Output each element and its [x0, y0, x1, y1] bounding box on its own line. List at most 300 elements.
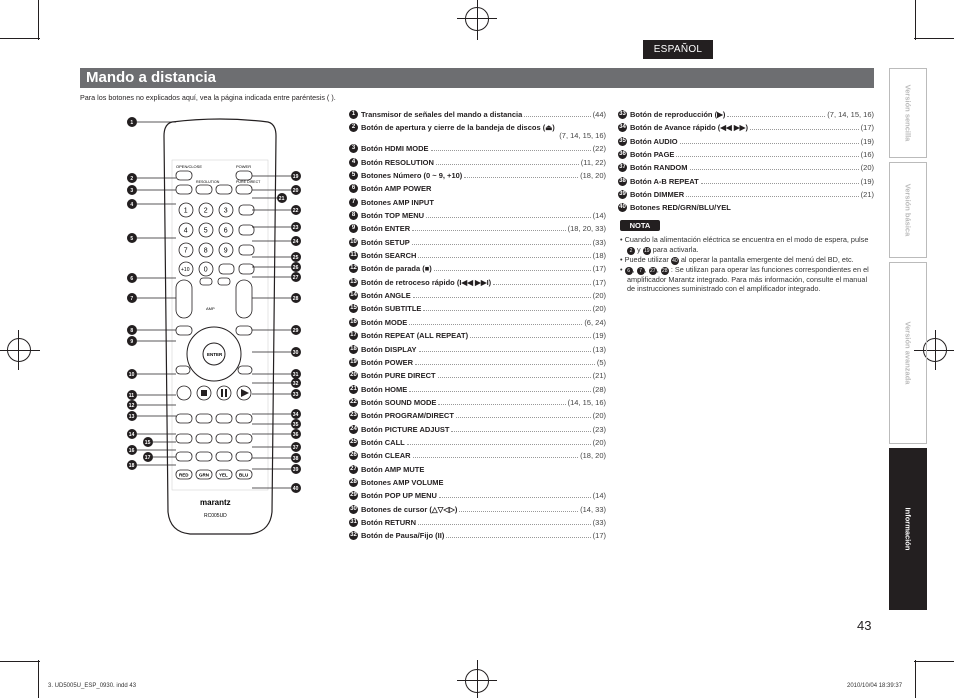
dot-leader — [438, 398, 565, 405]
list-item — [349, 278, 606, 291]
callout-label: 33 — [292, 392, 299, 398]
function-button[interactable] — [216, 414, 232, 423]
item-number: 29 — [350, 492, 357, 499]
sidebar-tab-version-basica[interactable] — [889, 162, 927, 258]
item-label: Botón RANDOM — [630, 163, 688, 173]
sidebar-tab-informacion[interactable] — [889, 448, 927, 610]
model-name: RC005UD — [204, 513, 227, 519]
digit-label: 4 — [183, 227, 188, 235]
item-page-ref: (19) — [592, 331, 606, 341]
item-number: 28 — [350, 478, 357, 485]
item-label: Botón de Pausa/Fijo (II) — [361, 531, 445, 541]
function-button[interactable] — [196, 434, 212, 443]
list-item — [618, 203, 874, 216]
item-page-ref: (17) — [592, 531, 606, 541]
item-number: 27 — [350, 465, 357, 472]
list-item — [349, 465, 606, 478]
language-tab: ESPAÑOL — [643, 40, 713, 59]
item-label: Botón de reproducción (▶) — [630, 110, 726, 119]
list-item — [349, 425, 606, 438]
pause-icon — [225, 389, 227, 397]
callout-label: 5 — [130, 236, 134, 242]
callout-label: 7 — [130, 296, 134, 302]
ref-number: 7 — [637, 267, 645, 275]
dot-leader — [446, 531, 590, 538]
callout-label: 38 — [292, 456, 299, 462]
item-label: Botón A-B REPEAT — [630, 176, 699, 186]
list-item — [618, 110, 874, 123]
item-label: Botones RED/GRN/BLU/YEL — [630, 203, 731, 213]
callout-label: 9 — [130, 339, 134, 345]
function-button[interactable] — [239, 264, 254, 274]
ref-number: 40 — [672, 257, 678, 264]
item-page-ref: (14, 33) — [580, 504, 606, 514]
dot-leader — [680, 137, 859, 144]
page-title: Mando a distancia — [86, 69, 217, 86]
item-label: Botón SEARCH — [361, 251, 417, 261]
item-label: Botón PROGRAM/DIRECT — [361, 411, 454, 421]
item-page-ref: (18, 20) — [580, 451, 606, 461]
item-page-ref: (33) — [592, 237, 606, 247]
item-page-ref: (20) — [592, 304, 606, 314]
amp-mute-button[interactable] — [218, 278, 230, 285]
item-number: 3 — [349, 144, 358, 153]
red-label: RED — [179, 472, 189, 478]
item-label: Botón ENTER — [361, 224, 411, 234]
dot-leader — [727, 110, 825, 117]
item-page-ref: (44) — [592, 110, 606, 119]
dot-leader — [409, 385, 590, 392]
crop-mark — [38, 0, 39, 40]
amp-label: AMP — [206, 306, 215, 311]
item-number: 10 — [350, 238, 357, 245]
callout-label: 15 — [144, 440, 151, 446]
function-button[interactable] — [239, 225, 254, 235]
notes-block — [620, 235, 875, 294]
list-item — [349, 518, 606, 531]
power-button[interactable] — [236, 171, 252, 180]
item-number: 38 — [619, 177, 626, 184]
callout-label: 27 — [292, 275, 299, 281]
list-item — [349, 371, 606, 384]
item-label: Botón de Avance rápido (◀◀ ▶▶) — [630, 123, 748, 133]
dot-leader — [456, 411, 591, 418]
crop-mark — [915, 660, 916, 698]
item-number: 22 — [350, 398, 357, 405]
item-number: 6 — [349, 184, 358, 193]
dot-leader — [418, 251, 590, 258]
list-item — [349, 171, 606, 184]
list-item — [349, 318, 606, 331]
item-number: 11 — [350, 252, 357, 259]
list-item — [349, 438, 606, 451]
resolution-button[interactable] — [196, 185, 212, 194]
item-label: Botón SOUND MODE — [361, 397, 437, 407]
item-label: Botón HDMI MODE — [361, 144, 429, 154]
ref-number: 2 — [627, 247, 635, 255]
dot-leader — [470, 331, 591, 338]
dot-leader — [459, 505, 578, 512]
callout-label: 28 — [292, 296, 299, 302]
digit-label: 8 — [203, 247, 208, 255]
item-number: 23 — [350, 412, 357, 419]
sidebar-tab-label: Versión sencilla — [903, 84, 913, 142]
dot-leader — [438, 371, 591, 378]
item-label: Botón MODE — [361, 317, 408, 327]
callout-label: 24 — [292, 239, 299, 245]
function-button[interactable] — [196, 452, 212, 461]
item-number: 35 — [619, 137, 626, 144]
item-label: Botón TOP MENU — [361, 211, 425, 221]
item-number: 32 — [350, 532, 357, 539]
callout-label: 10 — [128, 372, 135, 378]
note-item: • Puede utilizar 40 al operar la pantalla emergente del menú del BD, etc. — [620, 254, 854, 264]
function-button[interactable] — [216, 434, 232, 443]
item-label: Botón DIMMER — [630, 190, 685, 200]
item-page-ref: (18) — [592, 251, 606, 261]
ref-number: 6 — [625, 267, 633, 275]
function-button[interactable] — [176, 434, 192, 443]
item-page-ref: (7, 14, 15, 16) — [559, 131, 606, 141]
note-item: • Cuando la alimentación eléctrica se encuentra en el modo de espera, pulse 2 y 19 para activarla. — [620, 235, 869, 254]
list-item — [349, 478, 606, 491]
list-item — [349, 398, 606, 411]
setup-button[interactable] — [176, 366, 190, 374]
item-number: 37 — [619, 164, 626, 171]
list-item — [349, 144, 606, 157]
list-item — [349, 385, 606, 398]
list-item — [618, 163, 874, 176]
item-label: Botones AMP INPUT — [361, 197, 434, 207]
list-item — [349, 184, 606, 197]
ref-number: 19 — [643, 247, 650, 254]
digit-label: 3 — [223, 207, 228, 215]
dot-leader — [426, 211, 591, 218]
dot-leader — [423, 304, 590, 311]
item-label: Botón ANGLE — [361, 291, 411, 301]
sidebar-tab-version-avanzada[interactable] — [889, 262, 927, 444]
function-button[interactable] — [236, 434, 252, 443]
callout-label: 37 — [292, 445, 299, 451]
callout-label: 8 — [130, 328, 134, 334]
item-number: 2 — [349, 123, 358, 132]
pause-button[interactable] — [217, 386, 231, 400]
grn-label: GRN — [199, 472, 209, 478]
dot-leader — [409, 318, 582, 325]
item-label: Botón DISPLAY — [361, 344, 417, 354]
item-page-ref: (20) — [592, 437, 606, 447]
digit-label: 6 — [223, 227, 228, 235]
crop-mark — [0, 38, 40, 39]
item-number: 31 — [350, 518, 357, 525]
item-label: Botón PAGE — [630, 150, 675, 160]
item-number: 7 — [349, 198, 358, 207]
item-number: 14 — [350, 292, 357, 299]
dot-leader — [750, 123, 859, 130]
pop-up-menu-button[interactable] — [236, 326, 252, 335]
item-page-ref: (17) — [592, 264, 606, 274]
item-number: 12 — [350, 265, 357, 272]
list-item — [349, 238, 606, 251]
list-item — [618, 137, 874, 150]
function-button[interactable] — [239, 245, 254, 255]
item-page-ref: (23) — [592, 424, 606, 434]
item-label: Botón AMP POWER — [361, 184, 432, 194]
item-number: 40 — [619, 204, 626, 211]
item-label: Botón de parada (■) — [361, 264, 432, 274]
item-label: Botón PICTURE ADJUST — [361, 424, 450, 434]
item-label: Botón POWER — [361, 357, 414, 367]
dot-leader — [464, 171, 578, 178]
item-label: Botón SUBTITLE — [361, 304, 422, 314]
item-label: Botón POP UP MENU — [361, 491, 437, 501]
function-button[interactable] — [196, 414, 212, 423]
callout-label: 4 — [130, 202, 134, 208]
item-number: 1 — [349, 110, 358, 119]
home-button[interactable] — [216, 185, 232, 194]
list-item — [618, 177, 874, 190]
callout-label: 14 — [128, 432, 135, 438]
item-number: 19 — [350, 358, 357, 365]
sidebar-tab-label: Versión básica — [903, 183, 913, 237]
sidebar-tab-version-sencilla[interactable] — [889, 68, 927, 158]
dot-leader — [451, 425, 590, 432]
amp-volume-buttons[interactable] — [236, 280, 252, 318]
item-number: 34 — [619, 124, 626, 131]
item-list-col2 — [618, 110, 874, 217]
item-number: 17 — [350, 332, 357, 339]
dot-leader — [439, 491, 591, 498]
digit-label: 2 — [203, 207, 208, 215]
callout-label: 11 — [128, 393, 135, 399]
dot-leader — [524, 110, 590, 117]
dot-leader — [412, 224, 565, 231]
item-number: 36 — [619, 151, 626, 158]
item-label: Botón CALL — [361, 437, 405, 447]
callout-label: 20 — [292, 188, 299, 194]
callout-label: 16 — [128, 448, 135, 454]
dot-leader — [407, 438, 591, 445]
list-item — [349, 224, 606, 237]
item-label: Botones de cursor (△▽◁▷) — [361, 504, 458, 514]
item-list-col1 — [349, 110, 606, 545]
ref-number: 27 — [649, 267, 656, 274]
crop-mark — [915, 0, 916, 40]
item-page-ref: (14) — [592, 211, 606, 221]
plus10-label: +10 — [181, 267, 190, 273]
item-number: 33 — [619, 111, 626, 117]
crop-mark — [914, 661, 954, 662]
item-page-ref: (14) — [592, 491, 606, 501]
item-label: Botón REPEAT (ALL REPEAT) — [361, 331, 469, 341]
function-button[interactable] — [236, 414, 252, 423]
item-page-ref: (17) — [592, 277, 606, 287]
pause-icon — [221, 389, 223, 397]
list-item — [349, 331, 606, 344]
item-label: Botones Número (0 ~ 9, +10) — [361, 171, 463, 181]
list-item — [349, 251, 606, 264]
dot-leader — [418, 518, 591, 525]
item-number: 13 — [350, 278, 357, 285]
callout-label: 32 — [292, 381, 299, 387]
digit-label: 5 — [203, 227, 208, 235]
nota-badge: NOTA — [620, 220, 660, 231]
callout-label: 29 — [292, 328, 299, 334]
return-button[interactable] — [238, 366, 252, 374]
item-label: Botón CLEAR — [361, 451, 411, 461]
enter-label: ENTER — [207, 352, 223, 357]
hdmi-mode-button[interactable] — [176, 185, 192, 194]
open-close-button[interactable] — [176, 171, 192, 180]
callout-label: 18 — [128, 463, 135, 469]
callout-label: 2 — [130, 176, 134, 182]
function-button[interactable] — [176, 414, 192, 423]
amp-power-button[interactable] — [200, 278, 212, 285]
item-label: Botón de retroceso rápido (I◀◀ ▶▶I) — [361, 277, 492, 287]
item-page-ref: (21) — [860, 190, 874, 200]
item-label: Transmisor de señales del mando a distancia — [361, 110, 523, 119]
item-page-ref: (20) — [592, 411, 606, 421]
item-number: 24 — [350, 425, 357, 432]
sidebar-tab-label: Información — [903, 507, 913, 551]
dot-leader — [686, 190, 859, 197]
remote-control-illustration — [120, 112, 310, 542]
list-item — [349, 291, 606, 304]
dot-leader — [413, 291, 591, 298]
dot-leader — [415, 358, 595, 365]
brand-logo: marantz — [200, 498, 231, 507]
item-label: Botón RESOLUTION — [361, 157, 434, 167]
item-page-ref: (17) — [860, 123, 874, 133]
item-page-ref: (22) — [592, 144, 606, 154]
footer-date: 2010/10/04 18:39:37 — [847, 683, 903, 689]
item-page-ref: (33) — [592, 517, 606, 527]
item-page-ref: (13) — [592, 344, 606, 354]
item-page-ref: (18, 20) — [580, 171, 606, 181]
item-page-ref: (28) — [592, 384, 606, 394]
item-number: 5 — [349, 171, 358, 180]
item-number: 30 — [350, 505, 357, 512]
dot-leader — [690, 163, 859, 170]
callout-label: 34 — [292, 412, 299, 418]
list-item — [349, 345, 606, 358]
function-button[interactable] — [239, 205, 254, 215]
crop-mark — [0, 661, 40, 662]
list-item — [349, 110, 606, 123]
function-button[interactable] — [216, 452, 232, 461]
item-label: Botón AMP MUTE — [361, 464, 425, 474]
list-item — [349, 304, 606, 317]
dot-leader — [431, 144, 591, 151]
dot-leader — [493, 278, 590, 285]
item-page-ref: (20) — [860, 163, 874, 173]
item-number: 20 — [350, 372, 357, 379]
callout-label: 19 — [292, 174, 299, 180]
pure-direct-button[interactable] — [236, 185, 252, 194]
item-label: Botón AUDIO — [630, 136, 678, 146]
top-menu-button[interactable] — [176, 326, 192, 335]
item-number: 25 — [350, 438, 357, 445]
callout-label: 26 — [292, 265, 299, 271]
digit-label: 1 — [183, 207, 188, 215]
callout-label: 40 — [292, 486, 299, 492]
list-item — [349, 358, 606, 371]
digit-label: 9 — [223, 247, 228, 255]
item-page-ref: (19) — [860, 136, 874, 146]
item-page-ref: (6, 24) — [584, 317, 606, 327]
function-button[interactable] — [236, 452, 252, 461]
item-number: 39 — [619, 191, 626, 198]
crop-mark — [38, 660, 39, 698]
dot-leader — [701, 177, 859, 184]
sidebar-tab-label: Versión avanzada — [903, 321, 913, 385]
dot-leader — [676, 150, 858, 157]
digit-label: 0 — [203, 266, 208, 274]
item-page-ref: (16) — [860, 150, 874, 160]
blu-label: BLU — [239, 472, 249, 478]
list-item — [349, 123, 606, 144]
crop-mark — [914, 38, 954, 39]
open-close-label: OPEN/CLOSE — [176, 164, 203, 169]
callout-label: 25 — [292, 255, 299, 261]
page-number: 43 — [857, 618, 872, 633]
amp-input-buttons[interactable] — [176, 280, 192, 318]
yel-label: YEL — [219, 472, 228, 478]
list-item — [349, 411, 606, 424]
registration-mark — [465, 669, 489, 693]
item-number: 16 — [350, 318, 357, 325]
dot-leader — [413, 451, 579, 458]
callout-label: 13 — [128, 414, 135, 420]
item-label: Botones AMP VOLUME — [361, 477, 444, 487]
ref-number: 28 — [662, 267, 668, 274]
list-item — [349, 491, 606, 504]
list-item — [349, 211, 606, 224]
list-item — [349, 158, 606, 171]
item-number: 4 — [349, 158, 358, 167]
item-number: 26 — [350, 452, 357, 459]
callout-label: 30 — [292, 350, 299, 356]
list-item — [349, 451, 606, 464]
callout-label: 22 — [292, 208, 299, 214]
callout-label: 36 — [292, 432, 299, 438]
function-button[interactable] — [176, 452, 192, 461]
call-button[interactable] — [219, 264, 234, 274]
callout-label: 23 — [292, 225, 299, 231]
item-label: Botón HOME — [361, 384, 408, 394]
item-page-ref: (20) — [592, 291, 606, 301]
registration-mark — [7, 338, 31, 362]
callout-label: 3 — [130, 188, 134, 194]
list-item — [349, 505, 606, 518]
callout-label: 35 — [292, 422, 299, 428]
list-item — [349, 198, 606, 211]
callout-label: 17 — [144, 455, 151, 461]
section-title-bar — [80, 68, 874, 88]
item-number: 18 — [350, 345, 357, 352]
note-item: • 6 , 7 , 27, 28 : Se utilizan para operar las funciones correspondientes en el amplificador Marantz integrado. Para más información, consulte el manual de instrucciones suministrado con el amplificador integrado. — [620, 264, 869, 294]
list-item — [618, 150, 874, 163]
item-page-ref: (7, 14, 15, 16) — [827, 110, 874, 119]
dot-leader — [436, 158, 579, 165]
item-label: Botón RETURN — [361, 517, 416, 527]
item-page-ref: (18, 20, 33) — [567, 224, 606, 234]
registration-mark — [465, 7, 489, 31]
callout-label: 31 — [292, 372, 299, 378]
list-item — [618, 190, 874, 203]
power-label: POWER — [236, 164, 252, 169]
search-button[interactable] — [177, 386, 191, 400]
